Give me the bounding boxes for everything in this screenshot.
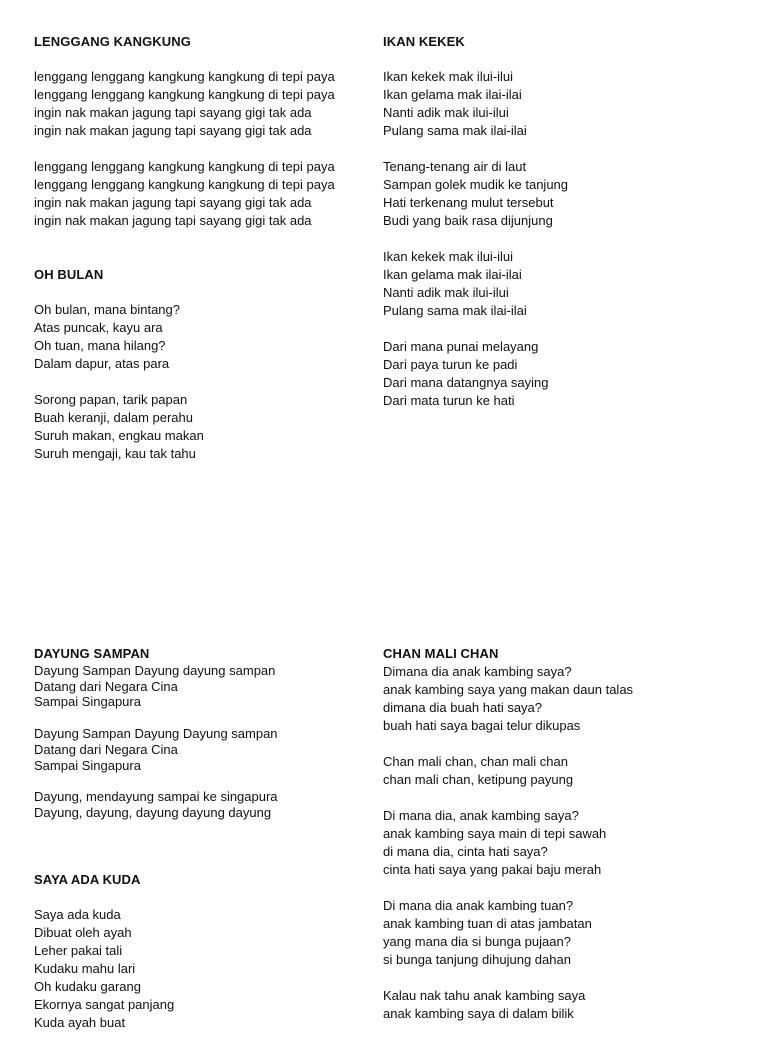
lyric-line: Sorong papan, tarik papan [34,392,188,407]
lyric-line: Leher pakai tali [34,943,123,958]
lyric-line: Tenang-tenang air di laut [383,159,527,174]
lyric-line: Suruh makan, engkau makan [34,428,204,443]
stanza [383,987,728,1023]
song-lenggang-kangkung [34,33,379,248]
lyric-line: anak kambing saya di dalam bilik [383,1006,574,1021]
stanza [34,663,379,710]
lyric-line: cinta hati saya yang pakai baju merah [383,862,602,877]
lyric-line: Chan mali chan, chan mali chan [383,754,568,769]
stanza [34,68,379,140]
lyric-line: buah hati saya bagai telur dikupas [383,718,581,733]
lyric-line: Pulang sama mak ilai-ilai [383,303,527,318]
lyric-line: Buah keranji, dalam perahu [34,410,193,425]
lyric-line: chan mali chan, ketipung payung [383,772,574,787]
lyric-line: Hati terkenang mulut tersebut [383,195,554,210]
lyric-line: Kuda ayah buat [34,1015,126,1030]
lyric-line: si bunga tanjung dihujung dahan [383,952,571,967]
song-saya-ada-kuda [34,871,379,1050]
lyric-line: Dari mana datangnya saying [383,375,549,390]
song-title: IKAN KEKEK [383,34,465,49]
lyric-line: Di mana dia anak kambing tuan? [383,898,574,913]
song-dayung-sampan [34,645,379,837]
stanza [383,753,728,789]
lyric-line: lenggang lenggang kangkung kangkung di tepi paya [34,159,335,174]
lyric-line: Pulang sama mak ilai-ilai [383,123,527,138]
lyric-line: Kalau nak tahu anak kambing saya [383,988,586,1003]
stanza [383,663,728,735]
lyric-line: Sampai Singapura [34,757,141,773]
song-title: SAYA ADA KUDA [34,872,141,887]
lyric-line: Ikan gelama mak ilai-ilai [383,87,522,102]
lyric-line: anak kambing saya main di tepi sawah [383,826,607,841]
lyric-line: anak kambing saya yang makan daun talas [383,682,634,697]
song-title: CHAN MALI CHAN [383,646,499,661]
lyric-line: Dayung, dayung, dayung dayung dayung [34,804,272,820]
lyric-line: Dayung Sampan Dayung dayung sampan [34,663,276,678]
lyric-line: Dayung, mendayung sampai ke singapura [34,789,278,805]
stanza [34,789,379,820]
lyric-line: Sampai Singapura [34,694,141,710]
stanza [34,301,379,373]
song-oh-bulan [34,266,379,481]
lyric-line: Ikan kekek mak ilui-ilui [383,249,514,264]
lyric-line: Dayung Sampan Dayung Dayung sampan [34,726,278,742]
lyric-line: Dibuat oleh ayah [34,925,132,940]
stanza [34,726,379,773]
lyric-line: lenggang lenggang kangkung kangkung di tepi paya [34,87,335,102]
stanza [34,906,379,1032]
lyric-line: Ikan gelama mak ilai-ilai [383,267,522,282]
lyric-line: ingin nak makan jagung tapi sayang gigi tak ada [34,213,312,228]
stanza [383,158,728,230]
lyric-line: di mana dia, cinta hati saya? [383,844,548,859]
song-ikan-kekek [383,33,728,428]
lyric-line: Datang dari Negara Cina [34,678,178,694]
stanza [383,807,728,879]
stanza [383,338,728,410]
lyric-line: Atas puncak, kayu ara [34,320,163,335]
lyric-line: ingin nak makan jagung tapi sayang gigi tak ada [34,105,312,120]
lyric-line: Dimana dia anak kambing saya? [383,664,572,679]
lyric-line: Oh tuan, mana hilang? [34,338,166,353]
lyric-line: Nanti adik mak ilui-ilui [383,105,509,120]
lyric-line: ingin nak makan jagung tapi sayang gigi tak ada [34,195,312,210]
stanza [383,248,728,320]
lyric-line: Ikan kekek mak ilui-ilui [383,69,514,84]
lyric-line: Dalam dapur, atas para [34,356,170,371]
stanza [383,897,728,969]
lyric-line: Saya ada kuda [34,907,121,922]
lyric-line: Dari mata turun ke hati [383,393,515,408]
lyric-line: Oh bulan, mana bintang? [34,302,180,317]
lyric-line: Datang dari Negara Cina [34,741,178,757]
lyric-line: anak kambing tuan di atas jambatan [383,916,592,931]
song-title: OH BULAN [34,267,104,282]
lyric-line: lenggang lenggang kangkung kangkung di tepi paya [34,177,335,192]
lyric-line: Sampan golek mudik ke tanjung [383,177,569,192]
lyric-line: Nanti adik mak ilui-ilui [383,285,509,300]
lyric-line: Suruh mengaji, kau tak tahu [34,446,196,461]
song-title: LENGGANG KANGKUNG [34,34,191,49]
lyric-line: Budi yang baik rasa dijunjung [383,213,553,228]
stanza [34,391,379,463]
lyric-line: Dari paya turun ke padi [383,357,518,372]
lyric-line: dimana dia buah hati saya? [383,700,543,715]
lyric-line: Ekornya sangat panjang [34,997,175,1012]
lyric-line: Kudaku mahu lari [34,961,136,976]
lyric-line: Oh kudaku garang [34,979,141,994]
lyric-line: yang mana dia si bunga pujaan? [383,934,571,949]
lyric-line: ingin nak makan jagung tapi sayang gigi tak ada [34,123,312,138]
lyric-line: lenggang lenggang kangkung kangkung di tepi paya [34,69,335,84]
stanza [383,68,728,140]
stanza [34,158,379,230]
song-chan-mali-chan [383,645,728,1041]
lyric-line: Di mana dia, anak kambing saya? [383,808,579,823]
lyric-line: Dari mana punai melayang [383,339,539,354]
song-title: DAYUNG SAMPAN [34,646,150,661]
